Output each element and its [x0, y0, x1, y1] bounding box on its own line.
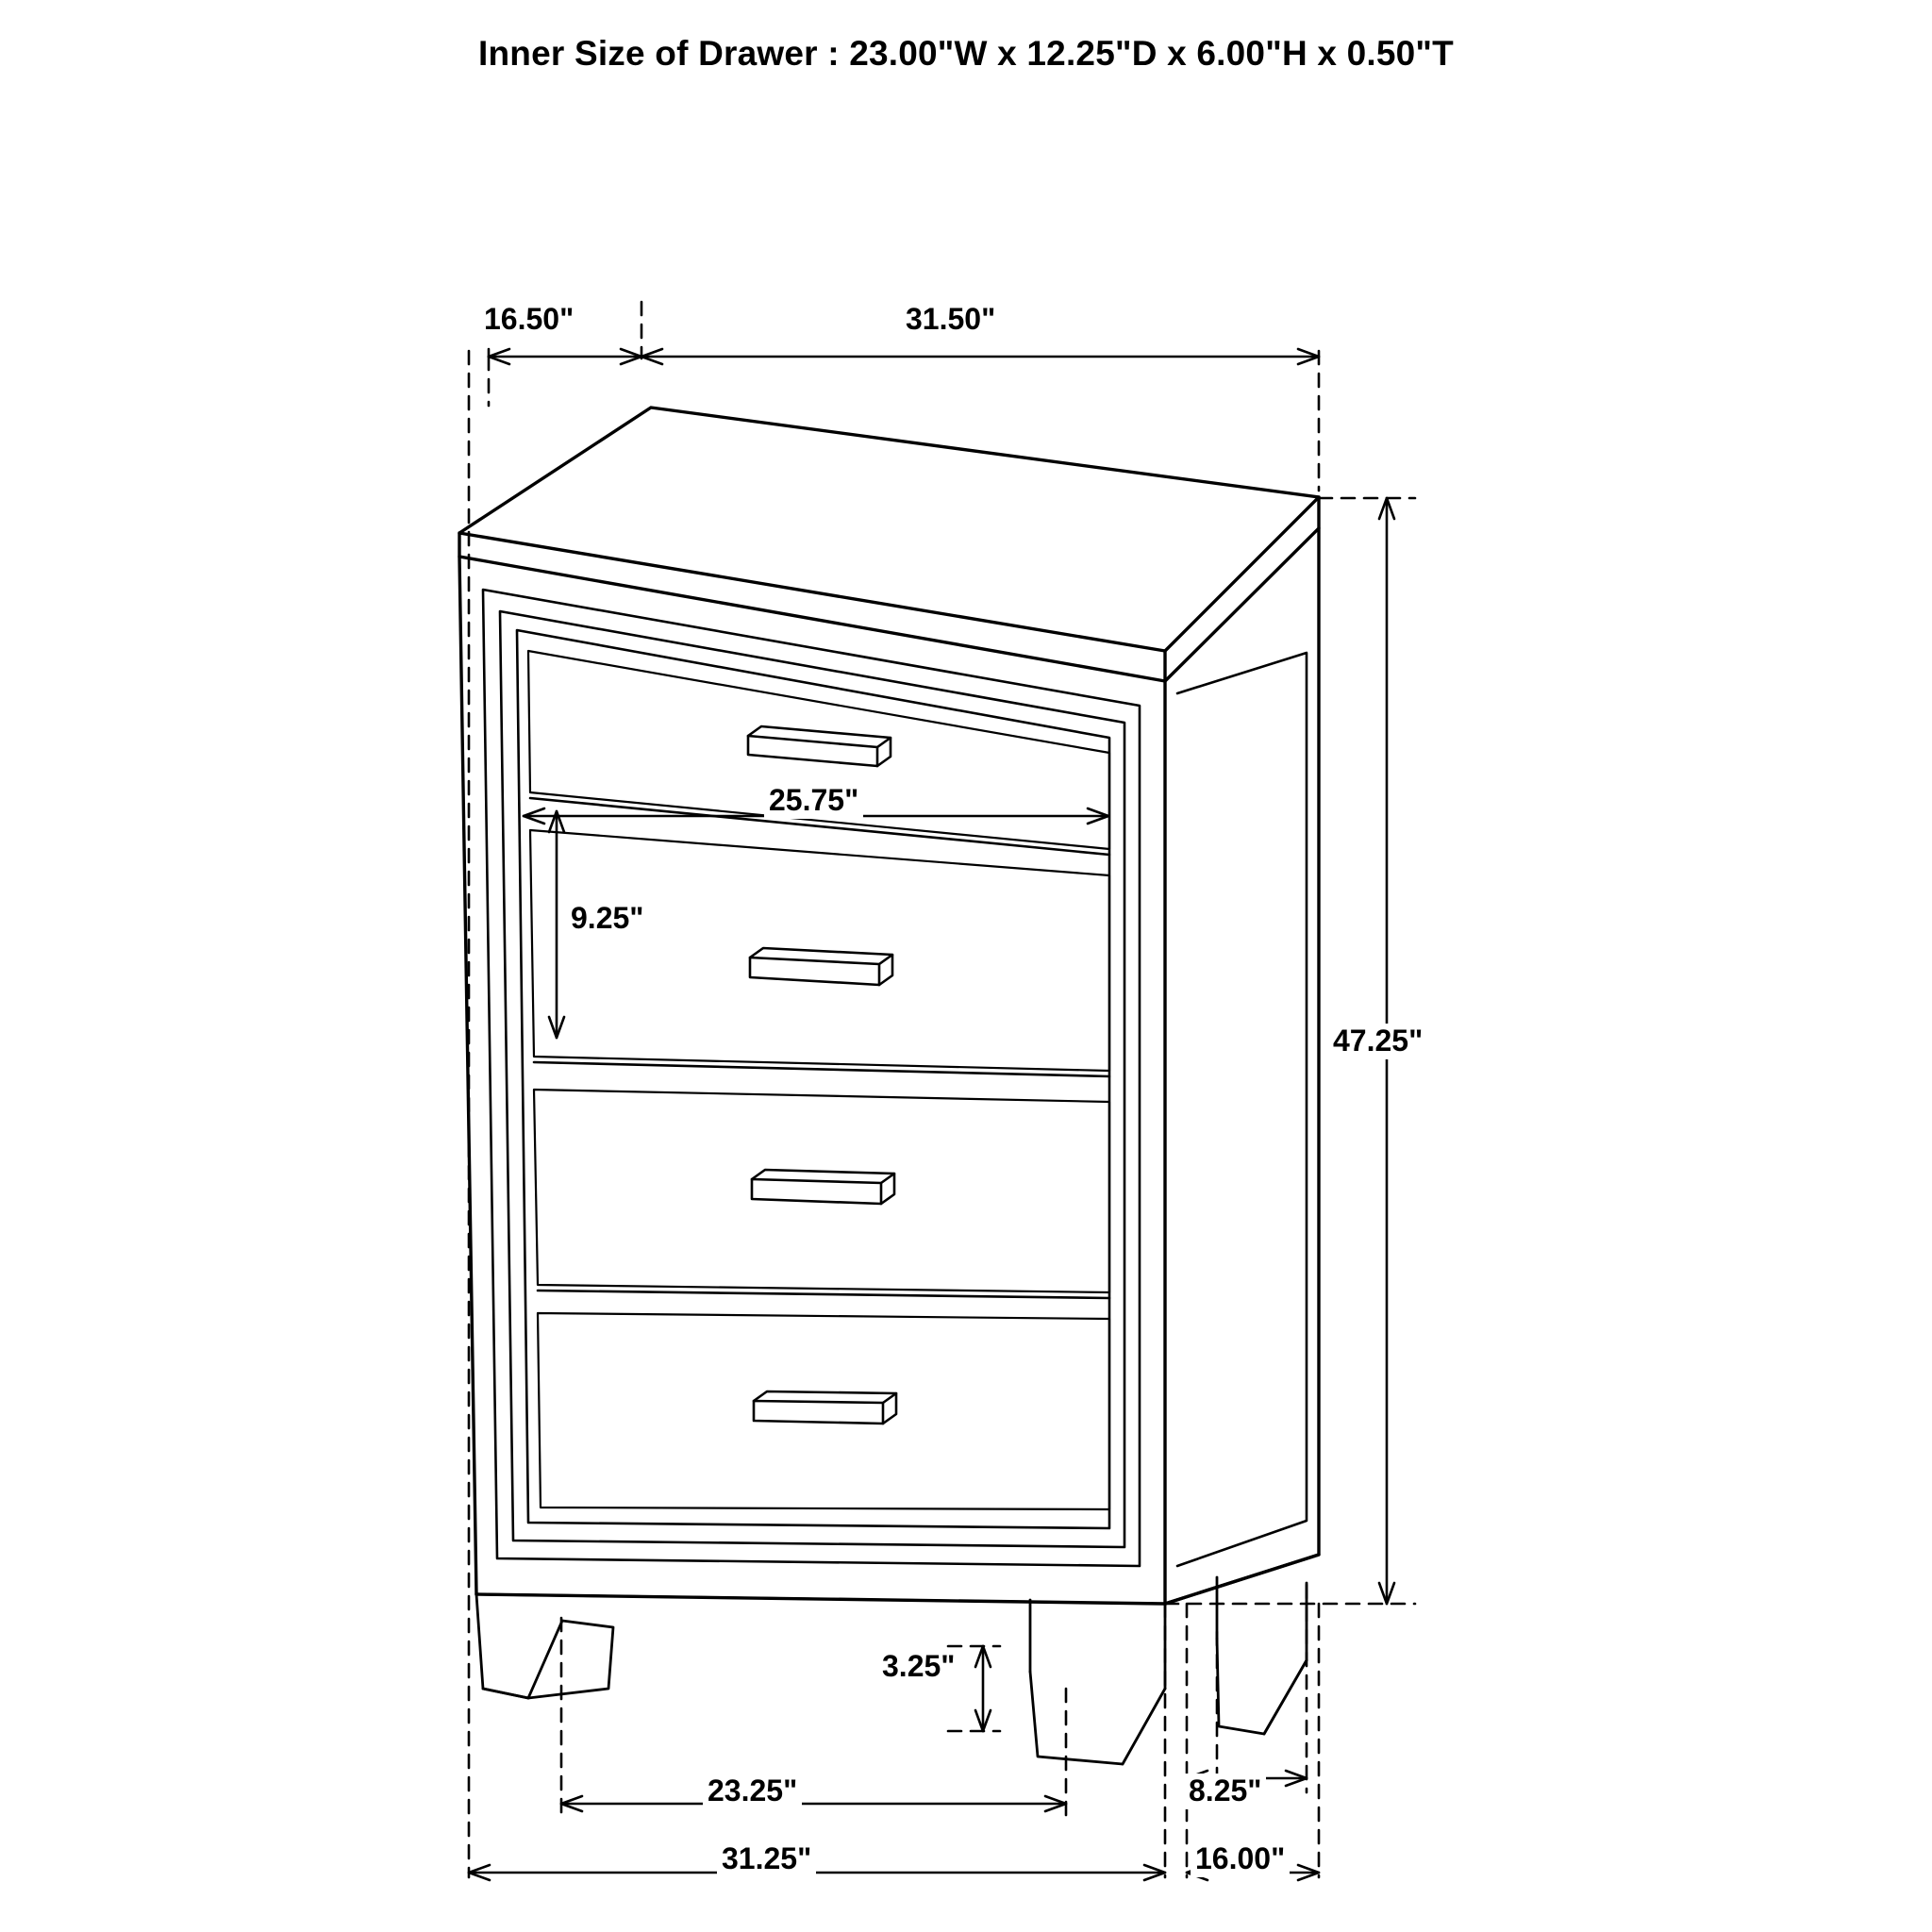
dimension-label-drawer-height: 9.25" [566, 901, 648, 937]
page-title: Inner Size of Drawer : 23.00"W x 12.25"D x 6.00"H x 0.50"T [478, 34, 1454, 73]
inner-base-width-dimension [561, 1796, 1066, 1811]
chest-outline [459, 408, 1319, 1604]
dimension-label-depth-top: 16.50" [479, 302, 578, 338]
top-dimension-line [489, 349, 1319, 364]
drawer-faces [528, 651, 1109, 1509]
dimension-label-leg-height: 3.25" [877, 1649, 959, 1685]
dimension-label-base-depth: 16.00" [1191, 1841, 1290, 1877]
dimension-label-side-inner-depth: 8.25" [1184, 1774, 1266, 1809]
base-width-dimension [469, 1865, 1165, 1880]
leg-height-dimension [975, 1646, 991, 1731]
dimension-label-width-top: 31.50" [901, 302, 1000, 338]
dimension-label-overall-height: 47.25" [1328, 1024, 1427, 1059]
extension-lines [469, 302, 1415, 1877]
chest-frame-molding [483, 590, 1307, 1566]
dimension-label-base-width: 31.25" [717, 1841, 816, 1877]
dimension-label-drawer-width: 25.75" [764, 783, 863, 819]
drawer-height-dimension [549, 811, 564, 1038]
dimension-label-base-inner-width: 23.25" [703, 1774, 802, 1809]
